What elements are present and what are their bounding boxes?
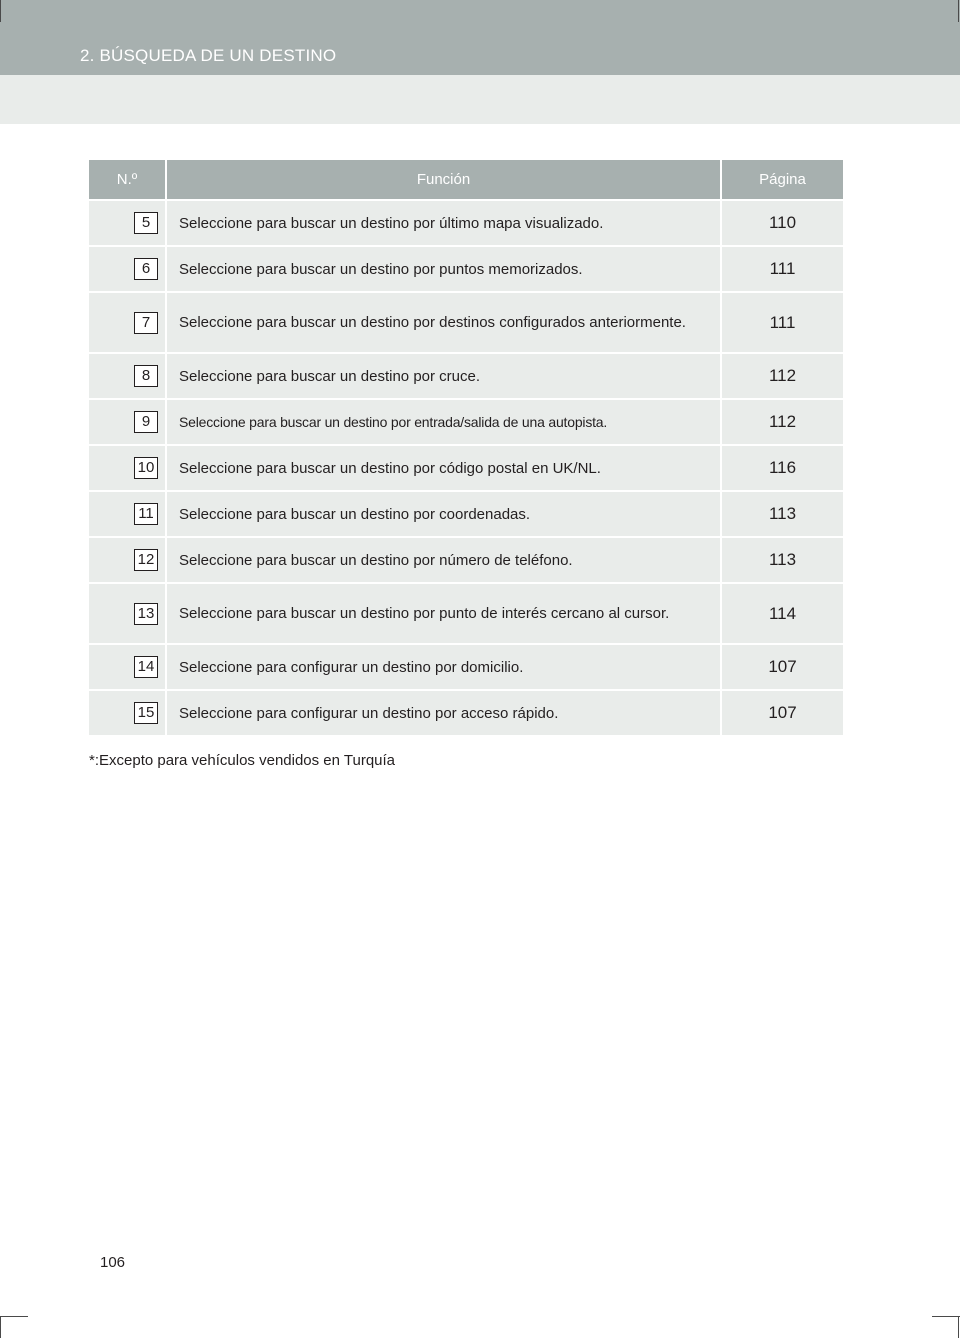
row-number-cell (89, 200, 166, 246)
header-subband (0, 75, 960, 124)
row-number-cell (89, 292, 166, 353)
table-header-row (89, 160, 843, 200)
row-function-text: Seleccione para buscar un destino por código postal en UK/NL. (166, 445, 721, 491)
row-function-text: Seleccione para buscar un destino por número de teléfono. (166, 537, 721, 583)
row-number-badge: 13 (134, 603, 158, 625)
row-page-ref: 112 (721, 399, 843, 445)
column-header-page: Página (721, 160, 843, 200)
row-function-text: Seleccione para buscar un destino por coordenadas. (166, 491, 721, 537)
row-page-ref: 107 (721, 644, 843, 690)
row-number-badge: 14 (134, 656, 158, 678)
table-row (89, 399, 843, 445)
row-page-ref: 113 (721, 491, 843, 537)
row-number-cell (89, 537, 166, 583)
row-page-ref: 113 (721, 537, 843, 583)
footnote: *:Excepto para vehículos vendidos en Turquía (89, 752, 396, 769)
row-number-cell (89, 644, 166, 690)
crop-mark (0, 0, 1, 22)
table-row (89, 246, 843, 292)
table-row (89, 353, 843, 399)
row-number-badge: 15 (134, 702, 158, 724)
crop-mark (958, 1316, 959, 1338)
row-number-cell (89, 583, 166, 644)
crop-mark (958, 0, 959, 22)
row-number-badge: 7 (134, 312, 158, 334)
table-row (89, 644, 843, 690)
row-function-text: Seleccione para configurar un destino por domicilio. (166, 644, 721, 690)
row-function-text: Seleccione para configurar un destino por acceso rápido. (166, 690, 721, 735)
row-number-cell (89, 246, 166, 292)
row-number-badge: 12 (134, 549, 158, 571)
column-header-function: Función (166, 160, 721, 200)
row-number-badge: 10 (134, 457, 158, 479)
row-number-cell (89, 399, 166, 445)
crop-mark (932, 1316, 960, 1317)
row-function-text: Seleccione para buscar un destino por cruce. (166, 353, 721, 399)
row-function-text: Seleccione para buscar un destino por entrada/salida de una autopista. (166, 399, 721, 445)
table-row (89, 537, 843, 583)
column-header-number: N.º (89, 160, 166, 200)
table-row (89, 690, 843, 735)
row-page-ref: 110 (721, 200, 843, 246)
table-row (89, 292, 843, 353)
row-page-ref: 111 (721, 246, 843, 292)
row-number-cell (89, 445, 166, 491)
row-page-ref: 111 (721, 292, 843, 353)
row-number-cell (89, 353, 166, 399)
row-function-text: Seleccione para buscar un destino por puntos memorizados. (166, 246, 721, 292)
table-row (89, 491, 843, 537)
function-table (89, 160, 843, 735)
crop-mark (0, 1316, 28, 1317)
row-page-ref: 107 (721, 690, 843, 735)
page-number: 106 (100, 1254, 126, 1271)
row-number-badge: 11 (134, 503, 158, 525)
row-function-text: Seleccione para buscar un destino por punto de interés cercano al cursor. (166, 583, 721, 644)
table-row (89, 200, 843, 246)
row-number-badge: 8 (134, 365, 158, 387)
row-number-badge: 9 (134, 411, 158, 433)
row-number-badge: 5 (134, 212, 158, 234)
table-row (89, 445, 843, 491)
row-number-cell (89, 690, 166, 735)
row-function-text: Seleccione para buscar un destino por último mapa visualizado. (166, 200, 721, 246)
row-page-ref: 116 (721, 445, 843, 491)
crop-mark (0, 1316, 1, 1338)
section-title: 2. BÚSQUEDA DE UN DESTINO (80, 46, 337, 65)
row-number-badge: 6 (134, 258, 158, 280)
row-function-text: Seleccione para buscar un destino por destinos configurados anteriormente. (166, 292, 721, 353)
table-row (89, 583, 843, 644)
row-number-cell (89, 491, 166, 537)
row-page-ref: 112 (721, 353, 843, 399)
row-page-ref: 114 (721, 583, 843, 644)
